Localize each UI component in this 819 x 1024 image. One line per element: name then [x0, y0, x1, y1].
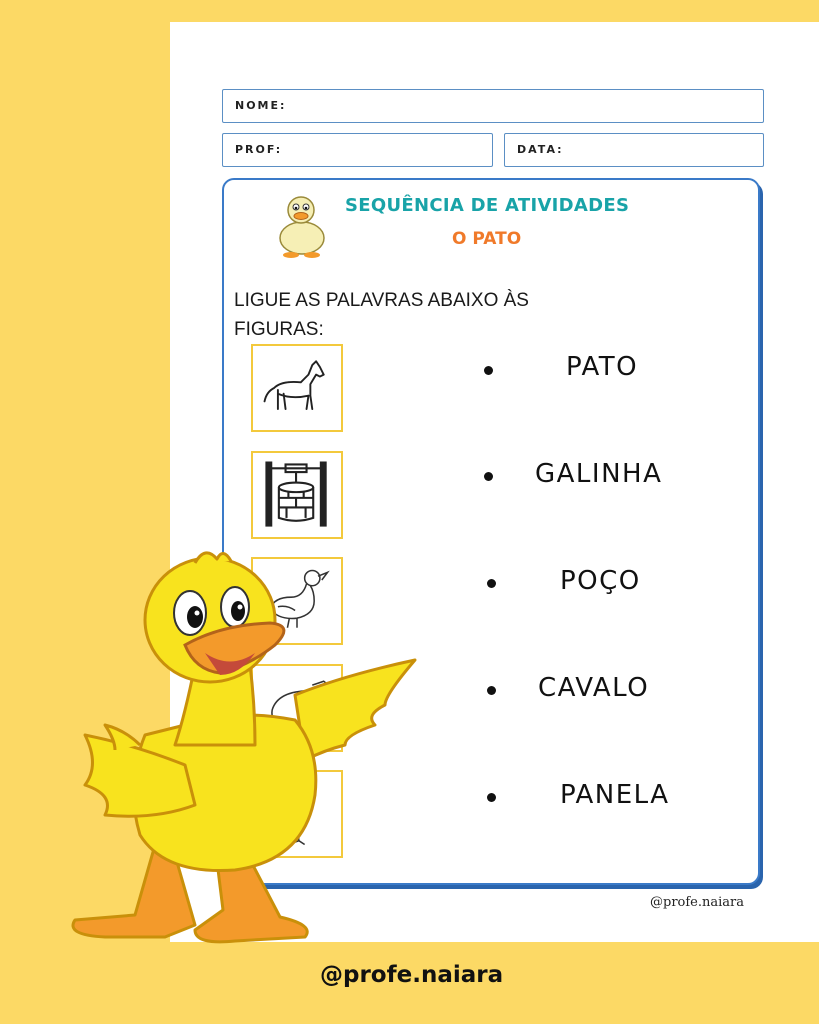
cartoon-duck-illustration [45, 545, 425, 965]
instruction-text: LIGUE AS PALAVRAS ABAIXO ÀS FIGURAS: [234, 290, 529, 340]
horse-icon [253, 346, 341, 430]
word-item: POÇO [560, 566, 641, 596]
title-line-2: O PATO [452, 229, 522, 249]
bullet-dot[interactable] [484, 366, 493, 375]
date-field[interactable] [504, 133, 764, 167]
date-label: DATA: [517, 143, 564, 156]
watermark-handle: @profe.naiara [650, 895, 744, 910]
title-line-1: SEQUÊNCIA DE ATIVIDADES [345, 195, 630, 216]
bullet-dot[interactable] [484, 472, 493, 481]
prof-label: PROF: [235, 143, 283, 156]
word-item: GALINHA [535, 459, 663, 489]
small-duck-icon [274, 190, 330, 260]
well-icon [253, 453, 341, 537]
bullet-dot[interactable] [487, 579, 496, 588]
picture-box-2[interactable] [251, 451, 343, 539]
prof-field[interactable] [222, 133, 493, 167]
word-item: CAVALO [538, 673, 650, 703]
word-item: PANELA [560, 780, 670, 810]
name-label: NOME: [235, 99, 287, 112]
footer-handle: @profe.naiara [320, 962, 504, 988]
name-field[interactable] [222, 89, 764, 123]
bullet-dot[interactable] [487, 793, 496, 802]
bullet-dot[interactable] [487, 686, 496, 695]
word-item: PATO [566, 352, 639, 382]
picture-box-1[interactable] [251, 344, 343, 432]
